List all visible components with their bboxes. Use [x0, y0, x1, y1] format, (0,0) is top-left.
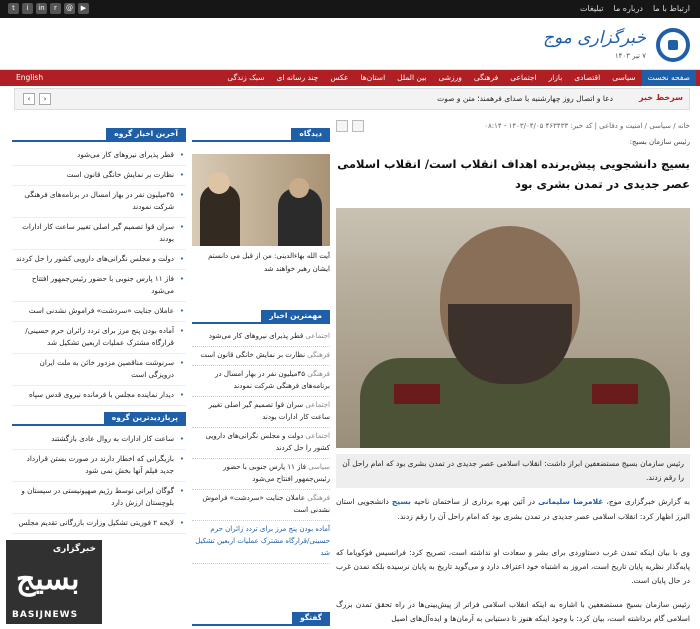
article-photo: [336, 208, 690, 448]
item-text: فاز ۱۱ پارس جنوبی با حضور رئیس‌جمهور افتتاح می‌شود: [223, 463, 330, 483]
nav-item-international[interactable]: بین الملل: [397, 73, 427, 82]
header-date: ۷ تیر ۱۴۰۳: [614, 52, 646, 60]
item-tag: فرهنگی: [307, 494, 330, 502]
news-ticker: [14, 88, 690, 110]
nav-item-photo[interactable]: عکس: [330, 73, 349, 82]
top-links: [580, 4, 690, 13]
language-link[interactable]: English: [16, 73, 44, 82]
breadcrumb-path[interactable]: خانه / سیاسی / امنیت و دفاعی: [599, 122, 690, 130]
item-text: عاملان جنایت «سردشت» فراموش نشدنی است: [202, 494, 330, 514]
ticker-headline[interactable]: دعا و اتصال روز چهارشنبه با صدای فرهمند؛ متن و صوت: [437, 94, 613, 103]
list-item[interactable]: [192, 366, 330, 397]
item-tag: اجتماعی: [305, 432, 330, 440]
top-news-list: [192, 328, 330, 564]
lead-middle: در آئین بهره برداری از ساختمان ناحیه: [413, 497, 536, 506]
top-bar: [0, 0, 700, 18]
opinion-box: [192, 128, 330, 273]
email-icon[interactable]: @: [66, 4, 73, 12]
watermark-top: خبرگزاری: [52, 544, 96, 554]
list-item[interactable]: [192, 347, 330, 366]
latest-group-list: [12, 146, 186, 406]
interview-box-header: [192, 612, 330, 626]
twitter-icon[interactable]: t: [8, 3, 19, 14]
list-item[interactable]: [192, 397, 330, 428]
item-text: دولت و مجلس نگرانی‌های دارویی کشور را حل کردند: [205, 432, 330, 452]
social-links: [8, 3, 89, 14]
interview-box-title: گفتگو: [292, 612, 330, 625]
list-item[interactable]: • دولت و مجلس نگرانی‌های دارویی کشور را حل کردند: [12, 250, 186, 270]
item-tag: فرهنگی: [307, 370, 330, 378]
item-tag: اجتماعی: [305, 401, 330, 409]
list-item[interactable]: [192, 459, 330, 490]
list-item[interactable]: • سرنوشت مناقصین مزدور خائن به ملت ایران درویزگی است: [12, 354, 186, 386]
list-item[interactable]: • لایحه ۲ فوریتی تشکیل وزارت بازرگانی تقدیم مجلس: [12, 514, 186, 534]
latest-group-header: [12, 128, 186, 142]
nav-item-culture[interactable]: فرهنگی: [473, 73, 499, 82]
top-news-title: مهمترین اخبار: [261, 310, 330, 323]
article-paragraph: وی با بیان اینکه تمدن غرب دستاوردی برای بشر و سعادت او نداشته است، تصریح کرد: فرانسیس فوکویاما که پایه‌گذار نظریه پایان تاریخ است، امروز به اشتباه خود اعتراف دارد و می‌گوید تاریخ به پایان نرسیده بلکه تمدن غرب در حال پایان است.: [336, 548, 690, 585]
list-item[interactable]: [192, 490, 330, 521]
list-item[interactable]: [192, 328, 330, 347]
list-item[interactable]: • عاملان جنایت «سردشت» فراموش نشدنی است: [12, 302, 186, 322]
rss-icon[interactable]: r: [50, 3, 61, 14]
nav-item-social[interactable]: اجتماعی: [510, 73, 537, 82]
site-header: [0, 18, 700, 70]
opinion-box-title: دیدگاه: [291, 128, 330, 141]
opinion-photo[interactable]: [192, 154, 330, 246]
person-link[interactable]: غلامرضا سلیمانی: [538, 497, 604, 506]
watermark-text: BASIJNEWS: [12, 610, 79, 620]
nav-item-market[interactable]: بازار: [548, 73, 563, 82]
telegram-icon[interactable]: ▶: [78, 3, 89, 14]
interview-box: [192, 612, 330, 626]
item-tag: فرهنگی: [307, 351, 330, 359]
article-kicker: رئیس سازمان بسیج:: [629, 138, 690, 146]
list-item[interactable]: [192, 521, 330, 564]
lead-prefix: به گزارش خبرگزاری موج،: [606, 497, 690, 506]
opinion-box-header: [192, 128, 330, 142]
article-meta: کد خبر: ۴۶۳۴۳۳ ۱۴۰۳/۰۴/۰۵ - ۰۸:۱۴: [484, 122, 593, 130]
list-item[interactable]: • ساعت کار ادارات به روال عادی بازگشتند: [12, 430, 186, 450]
group-news-sidebar: [12, 128, 186, 534]
basijnews-watermark: [6, 540, 102, 624]
nav-item-provinces[interactable]: استان‌ها: [360, 73, 386, 82]
list-item[interactable]: • قطر پذیرای نیروهای کار می‌شود: [12, 146, 186, 166]
ticker-label: سرخط خبر: [639, 93, 683, 102]
list-item[interactable]: • بازیگرانی که اخطار دارند در صورت بستن قرارداد جدید فیلم آنها بخش نمی شود: [12, 450, 186, 482]
nav-item-multimedia[interactable]: چند رسانه ای: [276, 73, 319, 82]
article-summary: رئیس سازمان بسیج مستضعفین ابراز داشت: انقلاب اسلامی عصر جدیدی در تمدن بشری بود که امام راحل آن را رقم زدند.: [336, 454, 690, 488]
breadcrumb: خانه / سیاسی / امنیت و دفاعی | کد خبر: ۴۶۳۴۳۳ ۱۴۰۳/۰۴/۰۵ - ۰۸:۱۴: [336, 122, 690, 130]
most-viewed-list: [12, 430, 186, 534]
nav-item-politics[interactable]: سیاسی: [612, 73, 636, 82]
about-link[interactable]: درباره ما: [613, 4, 643, 13]
ticker-prev-icon[interactable]: ‹: [23, 93, 35, 105]
linkedin-icon[interactable]: in: [36, 3, 47, 14]
top-news-box: [192, 310, 330, 564]
list-item[interactable]: • دیدار نماینده مجلس با فرمانده نیروی قدس سپاه: [12, 386, 186, 406]
list-item[interactable]: [192, 428, 330, 459]
item-text: قطر پذیرای نیروهای کار می‌شود: [208, 332, 304, 340]
list-item[interactable]: • آماده بودن پنج مرز برای تردد زائران حرم حسینی/قرارگاه مشترک عملیات اربعین تشکیل شد: [12, 322, 186, 354]
contact-link[interactable]: ارتباط با ما: [652, 4, 690, 13]
lead-rest: دانشجویی استان البرز اظهار کرد: انقلاب اسلامی عصر جدیدی در تمدن بشری بود که امام راحل آن را رقم زدند.: [336, 497, 690, 521]
article-lead: [336, 494, 690, 524]
site-logo[interactable]: [510, 26, 690, 64]
list-item[interactable]: • فاز ۱۱ پارس جنوبی با حضور رئیس‌جمهور افتتاح می‌شود: [12, 270, 186, 302]
article-headline: بسیج دانشجویی پیش‌برنده اهداف انقلاب است/ انقلاب اسلامی عصر جدیدی در تمدن بشری بود: [337, 157, 690, 191]
print-icon[interactable]: [352, 120, 364, 132]
most-viewed-header: [12, 412, 186, 426]
list-item[interactable]: • گوگان ایرانی توسط رژیم صهیونیستی در سیستان و بلوچستان ارزش دارد: [12, 482, 186, 514]
opinion-caption[interactable]: آیت الله بهاءالدینی: من از قبل می دانستم ایشان رهبر خواهند شد: [208, 252, 330, 273]
most-viewed-title: پربازدیدترین گروه: [104, 412, 186, 425]
tag-link[interactable]: بسیج: [391, 497, 411, 506]
watermark-logo: بسیج: [16, 562, 80, 597]
item-text: ۴۵میلیون نفر در بهار امسال در برنامه‌های فرهنگی شرکت نمودند: [215, 370, 330, 390]
item-tag: اجتماعی: [305, 332, 330, 340]
top-news-header: [192, 310, 330, 324]
instagram-icon[interactable]: i: [22, 3, 33, 14]
list-item[interactable]: • ۴۵میلیون نفر در بهار امسال در برنامه‌های فرهنگی شرکت نمودند: [12, 186, 186, 218]
nav-item-economy[interactable]: اقتصادی: [574, 73, 601, 82]
item-text: سران قوا تصمیم گیر اصلی تغییر ساعت کار ادارات بودند: [208, 401, 330, 421]
item-tag: سیاسی: [308, 463, 330, 471]
list-item[interactable]: • نظارت بر نمایش خانگی قانون است: [12, 166, 186, 186]
article-paragraph: رئیس سازمان بسیج مستضعفین با اشاره به اینکه انقلاب اسلامی فراتر از پیش‌بینی‌ها در راه تحقق تمدن بزرگ اسلامی گام برداشته است، بیان کرد: با وجود اینکه هنوز تا دستیابی به آرمان‌ها و ایده‌آل‌های اصیل: [336, 600, 690, 623]
nav-item-home[interactable]: صفحه نخست: [642, 70, 696, 86]
main-nav: [0, 70, 700, 86]
share-icon[interactable]: [336, 120, 348, 132]
latest-group-title: آخرین اخبار گروه: [106, 128, 186, 141]
item-text: آماده بودن پنج مرز برای تردد زائران حرم حسینی/قرارگاه مشترک عملیات اربعین تشکیل شد: [195, 525, 330, 557]
logo-mark-icon: [656, 28, 690, 62]
ticker-next-icon[interactable]: ›: [39, 93, 51, 105]
item-text: نظارت بر نمایش خانگی قانون است: [200, 351, 306, 359]
site-name: خبرگزاری موج: [543, 28, 646, 48]
list-item[interactable]: • سران قوا تصمیم گیر اصلی تغییر ساعت کار ادارات بودند: [12, 218, 186, 250]
nav-item-sports[interactable]: ورزشی: [438, 73, 462, 82]
nav-item-lifestyle[interactable]: سبک زندگی: [227, 73, 265, 82]
ads-link[interactable]: تبلیغات: [580, 4, 604, 13]
